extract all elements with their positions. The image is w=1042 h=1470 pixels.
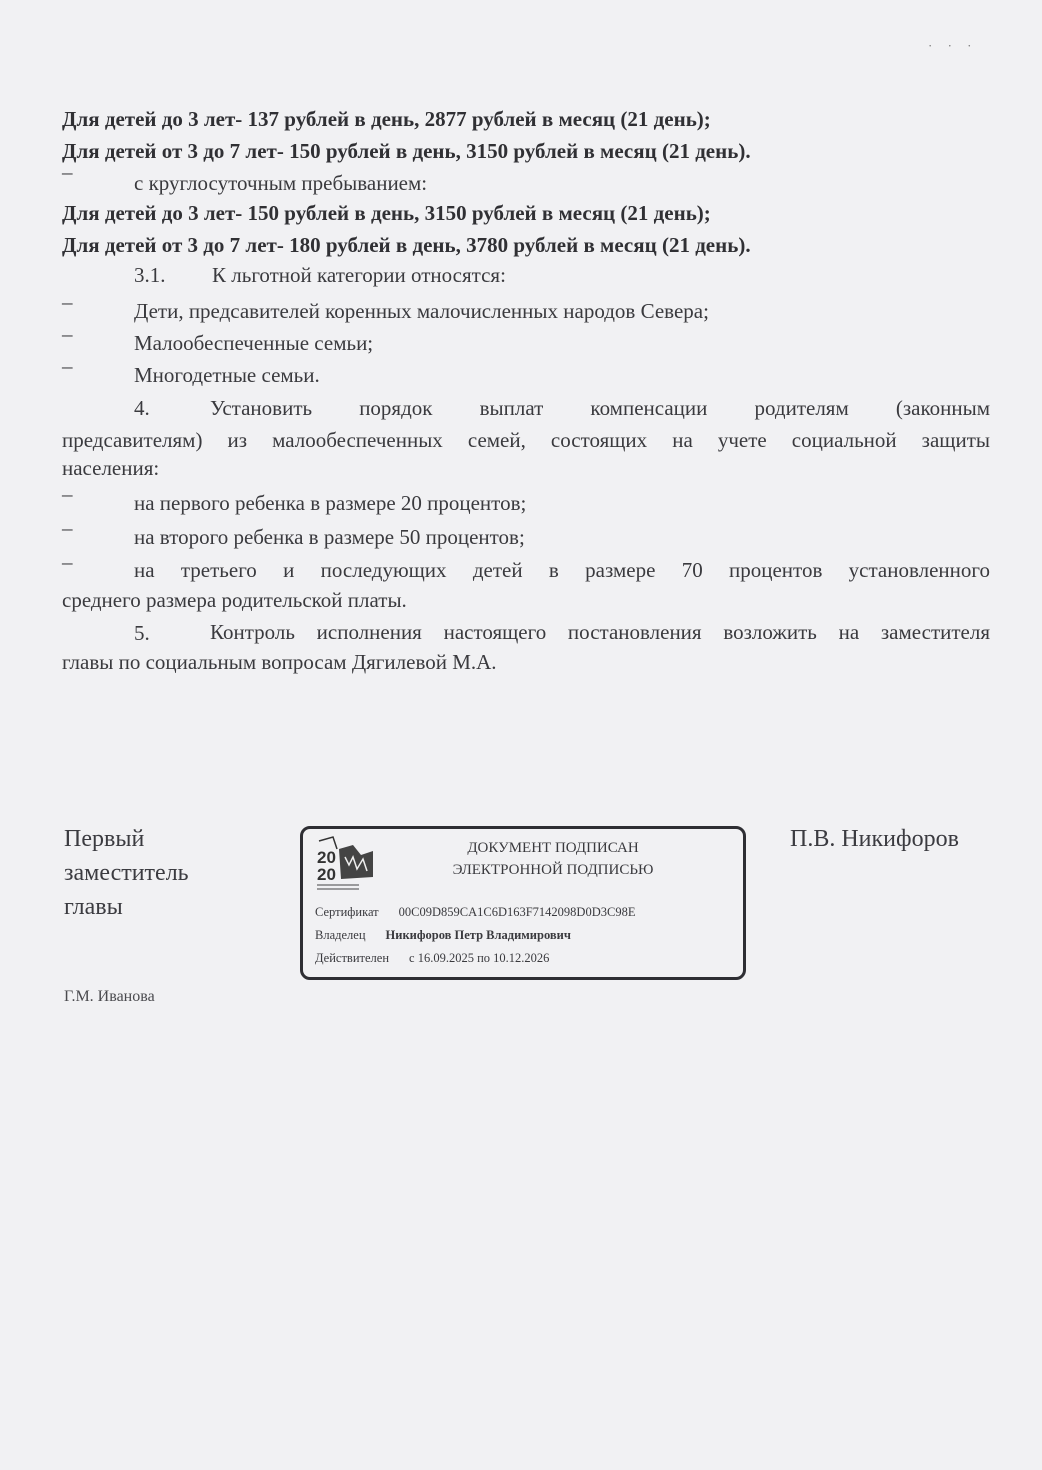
tariff-line-3-7-round: Для детей от 3 до 7 лет- 180 рублей в день, 3780 рублей в месяц (21 день). [62,233,751,257]
section-5-number: 5. [134,621,150,645]
section-4-line-1: Установить порядок выплат компенсации родителям (законным [210,396,990,420]
section-5-line-2: главы по социальным вопросам Дягилевой М.А. [62,650,497,674]
section-3-1-title: К льготной категории относятся: [212,263,506,287]
list-item: Малообеспеченные семьи; [134,331,374,355]
dash-marker: – [62,160,73,184]
section-3-1-number: 3.1. [134,263,166,287]
section-4-line-2: предсавителям) из малообеспеченных семей, состоящих на учете социальной защиты [62,428,990,452]
dash-marker: – [62,516,73,540]
tariff-line-3-7-day: Для детей от 3 до 7 лет- 150 рублей в день, 3150 рублей в месяц (21 день). [62,139,751,163]
section-4-line-3: населения: [62,456,160,480]
valid-row [315,951,549,966]
section-4-number: 4. [134,396,150,420]
certificate-value: 00C09D859CA1C6D163F7142098D0D3C98E [398,905,636,919]
electronic-signature-stamp [300,826,746,980]
list-item: на второго ребенка в размере 50 процентов; [134,525,525,549]
list-item: на первого ребенка в размере 20 процентов; [134,491,527,515]
signatory-name: П.В. Никифоров [790,826,959,852]
svg-text:20: 20 [317,865,336,884]
list-item: Дети, предсавителей коренных малочисленных народов Севера; [134,299,709,323]
list-item: Многодетные семьи. [134,363,320,387]
stamp-title [423,837,683,881]
round-clock-label: с круглосуточным пребыванием: [134,171,428,195]
tariff-line-under-3-round: Для детей до 3 лет- 150 рублей в день, 3150 рублей в месяц (21 день); [62,201,711,225]
stamp-title-line: ЭЛЕКТРОННОЙ ПОДПИСЬЮ [452,862,654,878]
certificate-label: Сертификат [315,905,379,919]
executor-name: Г.М. Иванова [64,988,155,1005]
list-item: на третьего и последующих детей в размере 70 процентов установленного [134,558,990,582]
svg-text:20: 20 [317,848,336,867]
position-line: заместитель [64,860,189,886]
valid-value: с 16.09.2025 по 10.12.2026 [409,951,550,965]
dash-marker: – [62,482,73,506]
valid-label: Действителен [315,951,390,965]
owner-label: Владелец [315,928,366,942]
certificate-row [315,905,635,920]
dash-marker: – [62,322,73,346]
tariff-line-under-3-day: Для детей до 3 лет- 137 рублей в день, 2877 рублей в месяц (21 день); [62,107,711,131]
owner-row [315,928,571,943]
year-of-unity-logo-icon [313,835,377,893]
header-mark: · · · [928,38,978,53]
stamp-title-line: ДОКУМЕНТ ПОДПИСАН [467,840,639,856]
position-line: главы [64,894,123,920]
position-line: Первый [64,826,145,852]
dash-marker: – [62,550,73,574]
dash-marker: – [62,290,73,314]
section-5-line-1: Контроль исполнения настоящего постановления возложить на заместителя [210,620,990,644]
dash-marker: – [62,354,73,378]
signatory-position [64,822,189,924]
owner-value: Никифоров Петр Владимирович [385,928,571,942]
list-item-continuation: среднего размера родительской платы. [62,588,407,612]
